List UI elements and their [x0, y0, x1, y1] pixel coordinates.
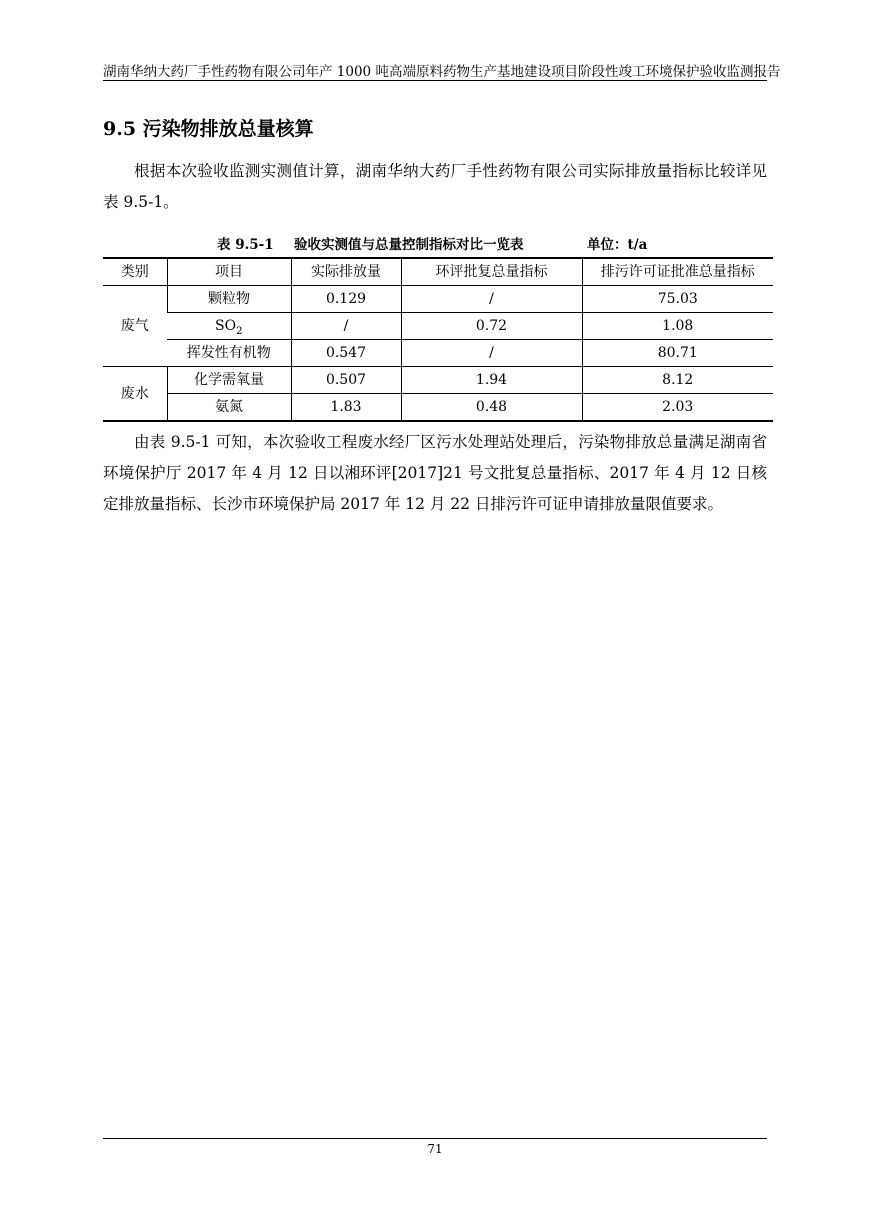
permit-cell: 2.03	[582, 394, 773, 422]
table-caption-title: 验收实测值与总量控制指标对比一览表	[294, 237, 524, 253]
item-base-text: SO	[215, 318, 237, 334]
actual-cell: 0.129	[291, 286, 401, 313]
table-header-row	[103, 258, 773, 286]
actual-cell: 1.83	[291, 394, 401, 422]
item-cell: 氨氮	[167, 394, 291, 422]
actual-cell: 0.547	[291, 340, 401, 367]
intro-paragraph: 根据本次验收监测实测值计算，湖南华纳大药厂手性药物有限公司实际排放量指标比较详见表 9.5-1。	[103, 162, 767, 211]
eia-cell: 1.94	[401, 367, 582, 394]
table-row	[103, 340, 773, 367]
item-subscript: 2	[236, 325, 243, 337]
page-number: 71	[427, 1142, 443, 1156]
header-divider	[103, 80, 767, 81]
footer-divider	[103, 1138, 767, 1139]
permit-cell: 75.03	[582, 286, 773, 313]
table-row	[103, 367, 773, 394]
section-title: 9.5 污染物排放总量核算	[103, 118, 314, 140]
permit-cell: 8.12	[582, 367, 773, 394]
table-row	[103, 286, 773, 313]
actual-cell: /	[291, 313, 401, 340]
item-cell: 颗粒物	[167, 286, 291, 313]
header-eia-quota: 环评批复总量指标	[401, 258, 582, 286]
table-row	[103, 313, 773, 340]
table-row	[103, 394, 773, 422]
category-cell: 废气	[103, 286, 167, 367]
header-category: 类别	[103, 258, 167, 286]
item-cell: 化学需氧量	[167, 367, 291, 394]
eia-cell: /	[401, 340, 582, 367]
eia-cell: 0.72	[401, 313, 582, 340]
eia-cell: 0.48	[401, 394, 582, 422]
page-header: 湖南华纳大药厂手性药物有限公司年产 1000 吨高端原料药物生产基地建设项目阶段性竣工环境保护验收监测报告	[103, 64, 781, 80]
conclusion-paragraph: 由表 9.5-1 可知，本次验收工程废水经厂区污水处理站处理后，污染物排放总量满足湖南省环境保护厅 2017 年 4 月 12 日以湘环评[2017]21 号文批复总量指标、2017 年 4 月 12 日核定排放量指标、长沙市环境保护局 2017 年 12 月 22 日排污许可证申请排放量限值要求。	[103, 433, 767, 513]
table-caption-unit: 单位：t/a	[587, 237, 648, 253]
permit-cell: 80.71	[582, 340, 773, 367]
item-cell	[167, 313, 291, 340]
header-item: 项目	[167, 258, 291, 286]
eia-cell: /	[401, 286, 582, 313]
actual-cell: 0.507	[291, 367, 401, 394]
table-caption-number: 表 9.5-1	[217, 237, 274, 253]
category-cell: 废水	[120, 385, 149, 402]
emissions-table	[103, 257, 773, 422]
item-cell: 挥发性有机物	[167, 340, 291, 367]
header-permit-quota: 排污许可证批准总量指标	[582, 258, 773, 286]
permit-cell: 1.08	[582, 313, 773, 340]
header-actual-emission: 实际排放量	[291, 258, 401, 286]
